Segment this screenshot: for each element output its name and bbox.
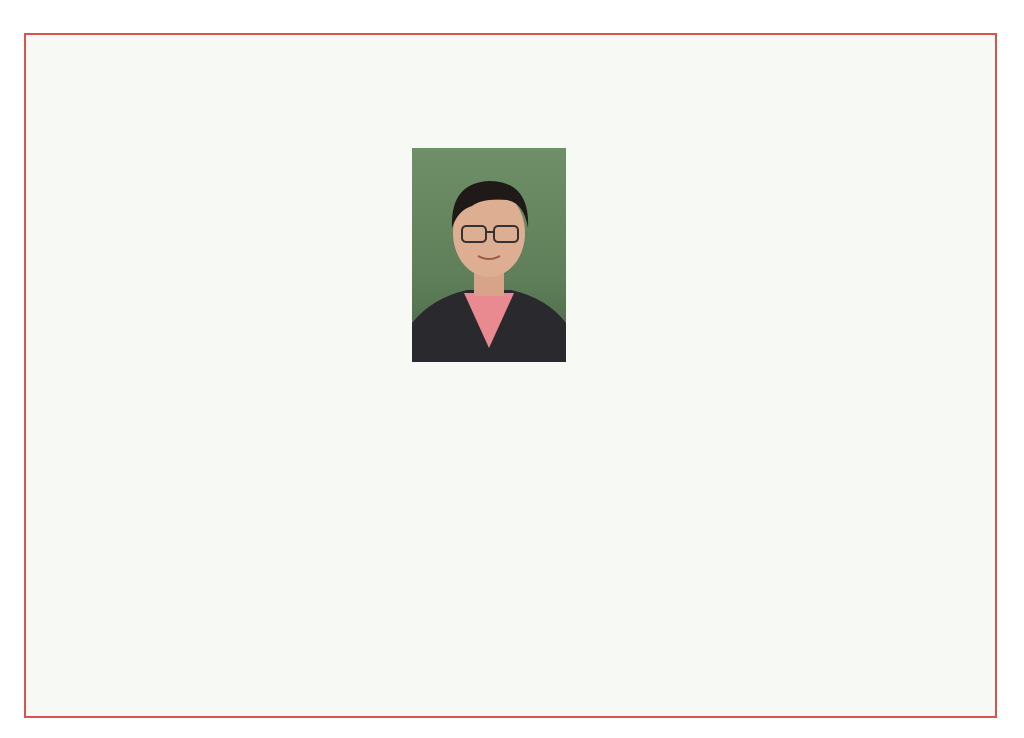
portrait-illustration [412, 148, 566, 362]
portrait-photo [412, 148, 566, 362]
news-clipping [24, 33, 997, 718]
